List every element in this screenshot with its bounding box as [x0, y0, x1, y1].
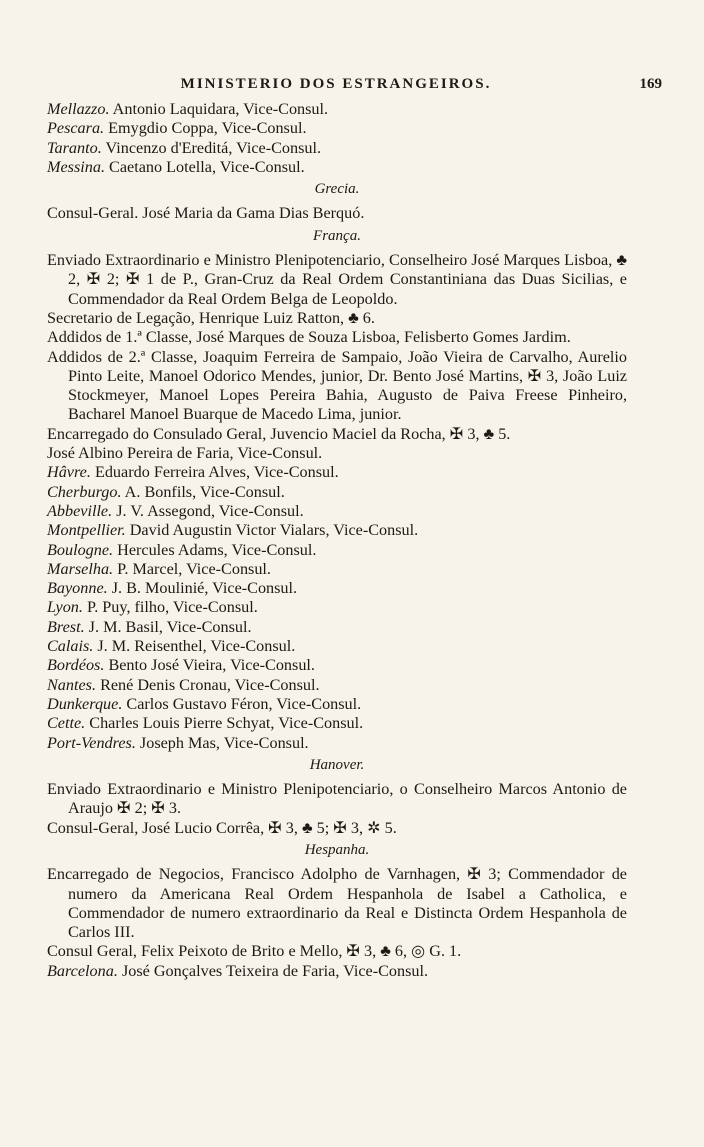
diplomatic-entry: Consul-Geral, José Lucio Corrêa, ✠ 3, ♣ 5; ✠ 3, ✲ 5. — [47, 818, 397, 837]
consul-entry — [47, 656, 627, 675]
header-title: MINISTERIO DOS ESTRANGEIROS. — [180, 76, 492, 92]
entry-text: René Denis Cronau, Vice-Consul. — [100, 675, 320, 694]
consul-entry — [47, 541, 627, 560]
consul-entry — [47, 734, 627, 753]
consul-entry — [47, 139, 627, 158]
country-heading: Hespanha. — [304, 841, 370, 858]
consul-entry — [47, 618, 627, 637]
place-name: Montpellier. — [47, 521, 126, 540]
diplomatic-entry: Consul-Geral. José Maria da Gama Dias Berquó. — [47, 204, 365, 223]
entry-text: Carlos Gustavo Féron, Vice-Consul. — [126, 694, 362, 713]
consul-entry — [47, 695, 627, 714]
place-name: Barcelona. — [47, 961, 118, 980]
entry-text: Vincenzo d'Ereditá, Vice-Consul. — [105, 138, 322, 157]
entry-text: Bento José Vieira, Vice-Consul. — [108, 656, 315, 675]
consul-entry — [47, 463, 627, 482]
place-name: Mellazzo. — [47, 100, 110, 118]
entry-text: P. Puy, filho, Vice-Consul. — [87, 598, 258, 617]
place-name: Pescara. — [47, 119, 105, 138]
diplomatic-entry: Encarregado de Negocios, Francisco Adolpho de Varnhagen, ✠ 3; Commendador de numero da Americana Real Ordem Hespanhola de Isabel a Catholica, e Commendador de numero extraordinario da Real e Distincta Ordem Hespanhola de Carlos III. — [47, 865, 627, 942]
place-name: Taranto. — [47, 138, 102, 157]
page-body — [47, 100, 627, 981]
place-name: Calais. — [47, 637, 94, 656]
place-name: Abbeville. — [47, 501, 113, 520]
entry-text: Hercules Adams, Vice-Consul. — [117, 540, 317, 559]
consul-entry — [47, 502, 627, 521]
consul-entry — [47, 598, 627, 617]
entry-text: Antonio Laquidara, Vice-Consul. — [112, 100, 329, 118]
entry-text: Charles Louis Pierre Schyat, Vice-Consul. — [89, 714, 364, 733]
place-name: Marselha. — [47, 559, 114, 578]
diplomatic-entry: José Albino Pereira de Faria, Vice-Consul. — [47, 444, 323, 463]
entry-text: Caetano Lotella, Vice-Consul. — [109, 157, 305, 176]
entry-text: José Gonçalves Teixeira de Faria, Vice-Consul. — [121, 961, 429, 980]
consul-entry — [47, 521, 627, 540]
consul-entry — [47, 483, 627, 502]
diplomatic-entry: Secretario de Legação, Henrique Luiz Ratton, ♣ 6. — [47, 308, 375, 327]
place-name: Bayonne. — [47, 579, 108, 598]
consul-entry — [47, 714, 627, 733]
diplomatic-entry: Encarregado do Consulado Geral, Juvencio Maciel da Rocha, ✠ 3, ♣ 5. — [47, 424, 511, 443]
entry-text: A. Bonfils, Vice-Consul. — [124, 482, 285, 501]
diplomatic-entry: Addidos de 1.ª Classe, José Marques de Souza Lisboa, Felisberto Gomes Jardim. — [47, 328, 571, 347]
diplomatic-entry: Addidos de 2.ª Classe, Joaquim Ferreira de Sampaio, João Vieira de Carvalho, Aurelio Pinto Leite, Manoel Odorico Mendes, junior, Dr. Bento José Martins, ✠ 3, João Luiz Stockmeyer, Manoel Lopes Pereira Bahia, Augusto de Paiva Freese Pinheiro, Bacharel Manoel Buarque de Macedo Lima, junior. — [47, 347, 627, 424]
country-heading: Hanover. — [309, 756, 365, 773]
place-name: Boulogne. — [47, 540, 114, 559]
consul-entry — [47, 119, 627, 138]
entry-text: Joseph Mas, Vice-Consul. — [139, 733, 309, 752]
place-name: Nantes. — [47, 675, 97, 694]
consul-entry — [47, 100, 627, 119]
place-name: Bordéos. — [47, 656, 105, 675]
diplomatic-entry: Enviado Extraordinario e Ministro Plenipotenciario, o Conselheiro Marcos Antonio de Araujo ✠ 2; ✠ 3. — [47, 780, 627, 818]
place-name: Dunkerque. — [47, 694, 123, 713]
consul-entry — [47, 637, 627, 656]
running-header — [48, 76, 662, 93]
place-name: Cherburgo. — [47, 482, 122, 501]
diplomatic-entry: Enviado Extraordinario e Ministro Plenipotenciario, Conselheiro José Marques Lisboa, ♣ 2, ✠ 2; ✠ 1 de P., Gran-Cruz da Real Ordem Constantiniana das Duas Sicilias, e Commendador da Real Ordem Belga de Leopoldo. — [47, 251, 627, 308]
entry-text: Emygdio Coppa, Vice-Consul. — [108, 119, 307, 138]
consul-entry — [47, 579, 627, 598]
country-heading: Grecia. — [314, 181, 360, 198]
place-name: Messina. — [47, 157, 105, 176]
entry-text: J. V. Assegond, Vice-Consul. — [116, 501, 304, 520]
consul-entry — [47, 962, 627, 981]
entry-text: J. M. Basil, Vice-Consul. — [88, 617, 252, 636]
consul-entry — [47, 676, 627, 695]
page-number: 169 — [639, 76, 662, 92]
place-name: Cette. — [47, 714, 86, 733]
entry-text: David Augustin Victor Vialars, Vice-Consul. — [129, 521, 419, 540]
place-name: Brest. — [47, 617, 85, 636]
entry-text: P. Marcel, Vice-Consul. — [117, 559, 271, 578]
entry-text: Eduardo Ferreira Alves, Vice-Consul. — [94, 463, 339, 482]
consul-entry — [47, 560, 627, 579]
consul-entry — [47, 158, 627, 177]
entry-text: J. M. Reisenthel, Vice-Consul. — [97, 637, 296, 656]
place-name: Lyon. — [47, 598, 83, 617]
place-name: Port-Vendres. — [47, 733, 136, 752]
entry-text: J. B. Moulinié, Vice-Consul. — [111, 579, 298, 598]
country-heading: França. — [313, 227, 361, 244]
diplomatic-entry: Consul Geral, Felix Peixoto de Brito e Mello, ✠ 3, ♣ 6, ◎ G. 1. — [47, 942, 462, 961]
place-name: Hâvre. — [47, 463, 91, 482]
